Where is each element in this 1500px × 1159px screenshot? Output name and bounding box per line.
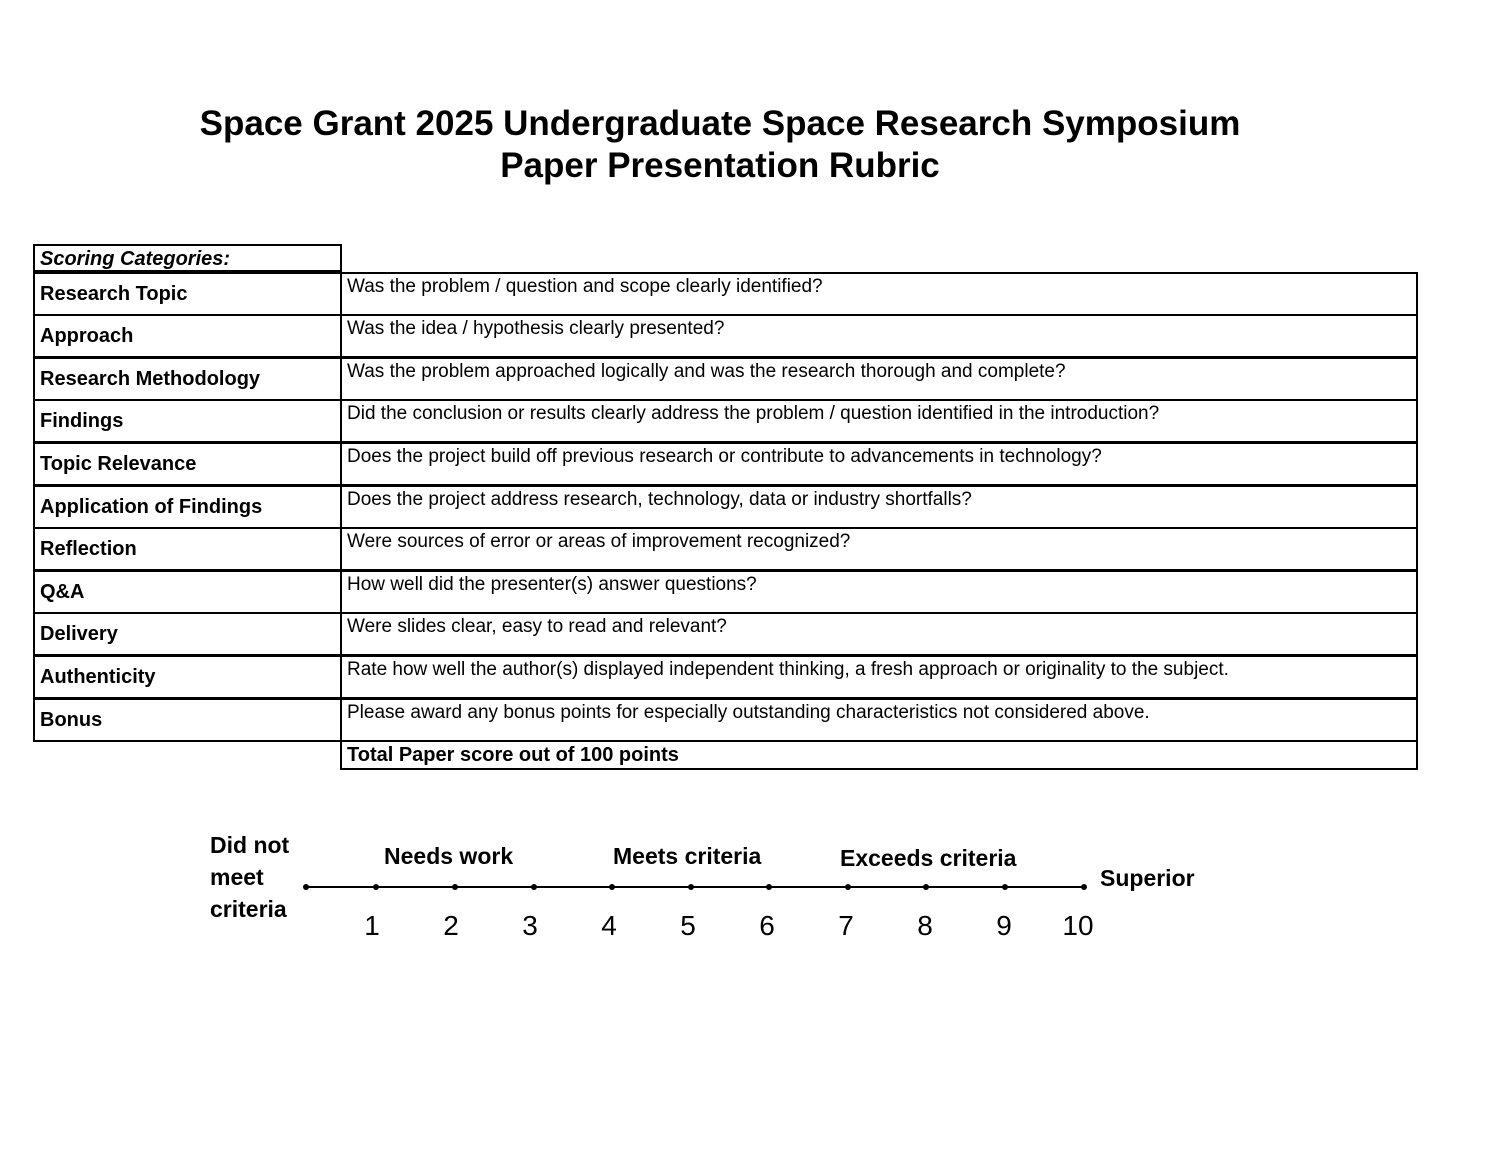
scoring-categories-header: Scoring Categories: [33,244,342,272]
scale-tick [303,884,309,890]
scale-tick [452,884,458,890]
scale-number: 5 [680,910,696,941]
scale-label-superior: Superior [1100,865,1195,891]
scale-number: 10 [1062,910,1094,941]
scale-number: 3 [522,910,538,941]
category-cell: Topic Relevance [33,442,342,486]
question-cell: Were slides clear, easy to read and relevant? [340,612,1418,656]
category-cell: Reflection [33,527,342,571]
question-cell: Did the conclusion or results clearly address the problem / question identified in the introduction? [340,399,1418,443]
question-cell: Does the project build off previous research or contribute to advancements in technology? [340,442,1418,486]
scale-tick [609,884,615,890]
scale-line [306,886,1086,888]
category-cell: Authenticity [33,655,342,699]
scale-tick [1081,884,1087,890]
question-cell: Was the idea / hypothesis clearly presented? [340,314,1418,358]
category-cell: Research Topic [33,272,342,316]
scale-label-exceeds-criteria: Exceeds criteria [840,845,1017,871]
question-cell: Rate how well the author(s) displayed independent thinking, a fresh approach or originality to the subject. [340,655,1418,699]
question-cell: How well did the presenter(s) answer questions? [340,570,1418,614]
scale-number: 6 [759,910,775,941]
scale-tick [845,884,851,890]
document-subtitle: Paper Presentation Rubric [500,146,940,185]
scale-number: 4 [601,910,617,941]
category-cell: Research Methodology [33,357,342,401]
total-score-cell: Total Paper score out of 100 points [340,740,1418,770]
scale-number: 8 [917,910,933,941]
scale-number: 2 [443,910,459,941]
scale-label-needs-work: Needs work [384,843,514,869]
scale-tick [923,884,929,890]
category-cell: Approach [33,314,342,358]
scale-tick [766,884,772,890]
document-title: Space Grant 2025 Undergraduate Space Research Symposium [199,104,1241,143]
scale-number: 7 [838,910,854,941]
scale-tick [373,884,379,890]
category-cell: Delivery [33,612,342,656]
scale-tick [531,884,537,890]
category-cell: Bonus [33,698,342,742]
scale-number: 9 [996,910,1012,941]
question-cell: Does the project address research, technology, data or industry shortfalls? [340,485,1418,529]
question-cell: Were sources of error or areas of improvement recognized? [340,527,1418,571]
question-cell: Was the problem / question and scope clearly identified? [340,272,1418,316]
category-cell: Findings [33,399,342,443]
category-cell: Q&A [33,570,342,614]
scale-number: 1 [364,910,380,941]
category-cell: Application of Findings [33,485,342,529]
scale-tick [688,884,694,890]
question-cell: Was the problem approached logically and was the research thorough and complete? [340,357,1418,401]
scale-tick [1002,884,1008,890]
scale-label-did-not-meet: Did not meet criteria [210,832,290,922]
question-cell: Please award any bonus points for especially outstanding characteristics not considered above. [340,698,1418,742]
scale-label-meets-criteria: Meets criteria [613,843,762,869]
